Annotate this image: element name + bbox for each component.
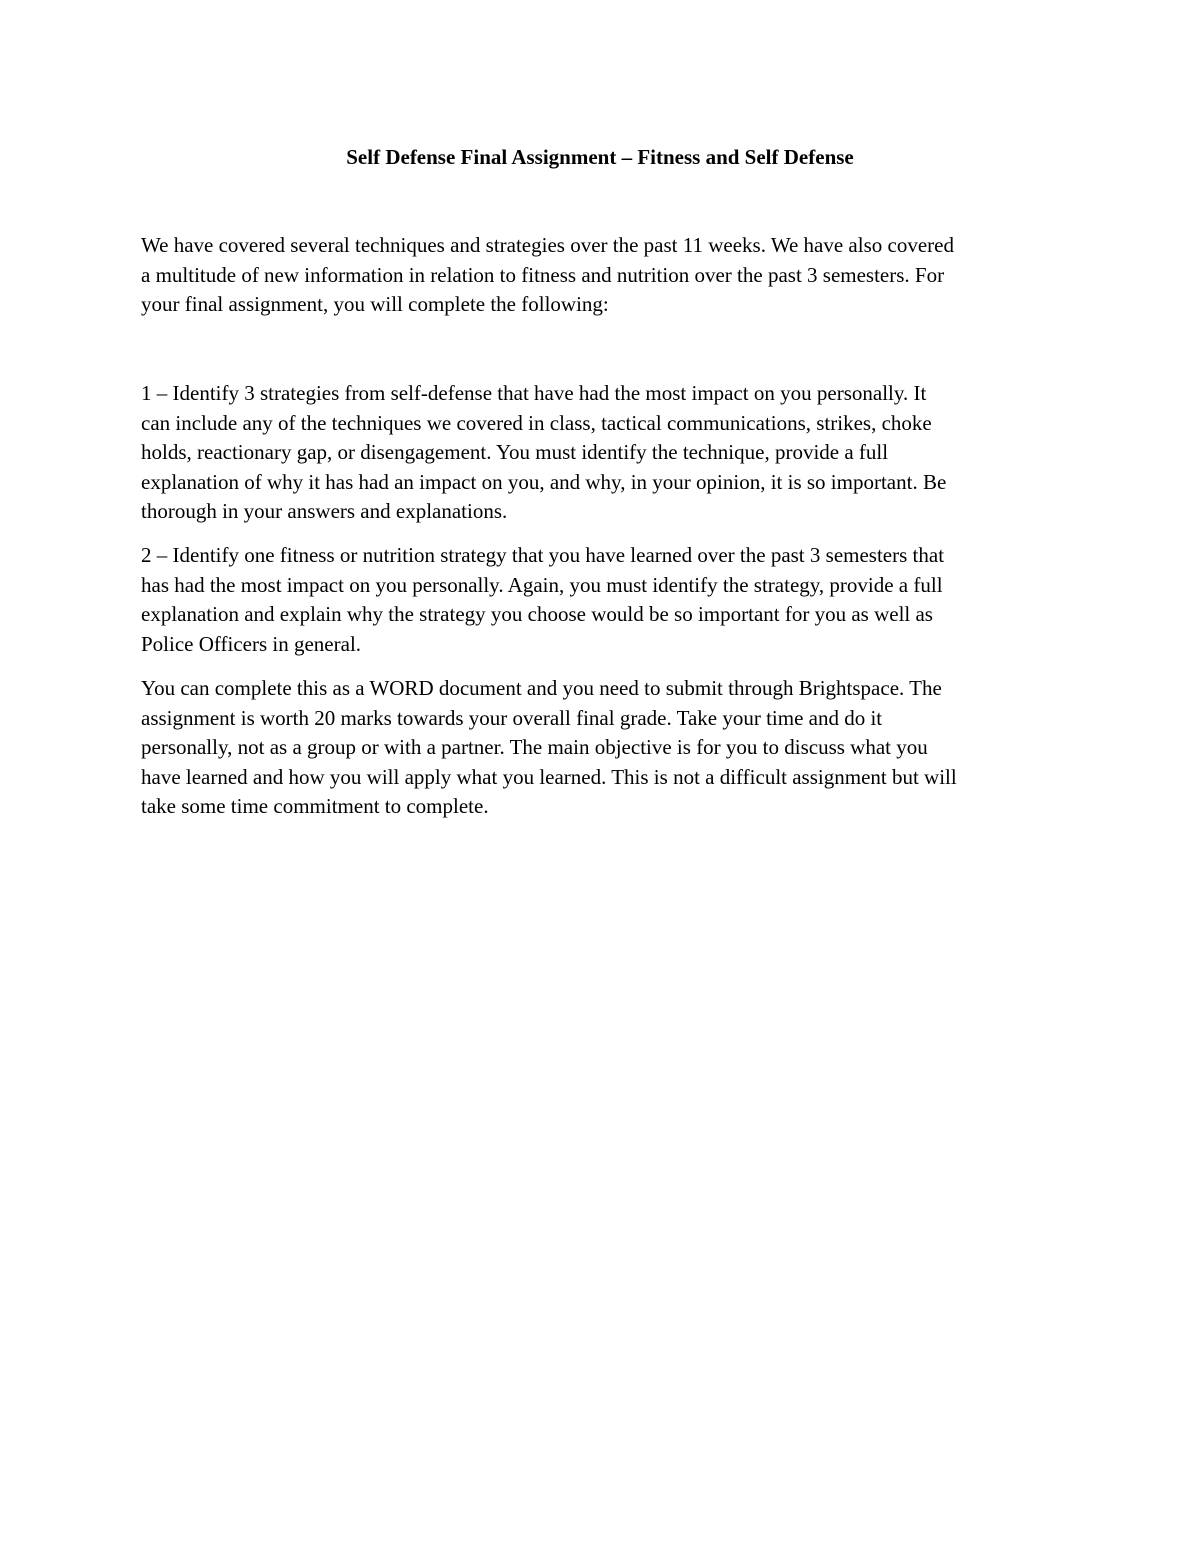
item-2-line: explanation and explain why the strategy you choose would be so important for you as well as <box>141 602 933 626</box>
closing-line: You can complete this as a WORD document and you need to submit through Brightspace. The <box>141 676 942 700</box>
intro-paragraph <box>141 231 1071 320</box>
item-1-line: 1 – Identify 3 strategies from self-defense that have had the most impact on you personally. It <box>141 381 927 405</box>
closing-line: personally, not as a group or with a partner. The main objective is for you to discuss what you <box>141 735 928 759</box>
item-1-line: explanation of why it has had an impact on you, and why, in your opinion, it is so important. Be <box>141 469 947 494</box>
closing-line: take some time commitment to complete. <box>141 794 489 818</box>
intro-line: a multitude of new information in relation to fitness and nutrition over the past 3 semesters. For <box>141 262 945 287</box>
intro-line: We have covered several techniques and strategies over the past 11 weeks. We have also covered <box>141 233 954 257</box>
item-1-line: can include any of the techniques we covered in class, tactical communications, strikes, choke <box>141 410 932 435</box>
item-2-line: 2 – Identify one fitness or nutrition strategy that you have learned over the past 3 semesters that <box>141 543 945 567</box>
item-1-paragraph <box>141 379 1071 527</box>
item-2-paragraph <box>141 541 1071 659</box>
closing-line: have learned and how you will apply what you learned. This is not a difficult assignment but will <box>141 764 957 789</box>
closing-line: assignment is worth 20 marks towards your overall final grade. Take your time and do it <box>141 705 883 730</box>
intro-line: your final assignment, you will complete the following: <box>141 292 609 316</box>
closing-paragraph <box>141 674 1071 822</box>
document-title: Self Defense Final Assignment – Fitness and Self Defense <box>346 145 854 169</box>
item-2-line: Police Officers in general. <box>141 631 362 656</box>
item-1-line: thorough in your answers and explanations. <box>141 499 508 523</box>
item-2-line: has had the most impact on you personally. Again, you must identify the strategy, provide a full <box>141 572 943 597</box>
item-1-line: holds, reactionary gap, or disengagement. You must identify the technique, provide a full <box>141 440 889 464</box>
